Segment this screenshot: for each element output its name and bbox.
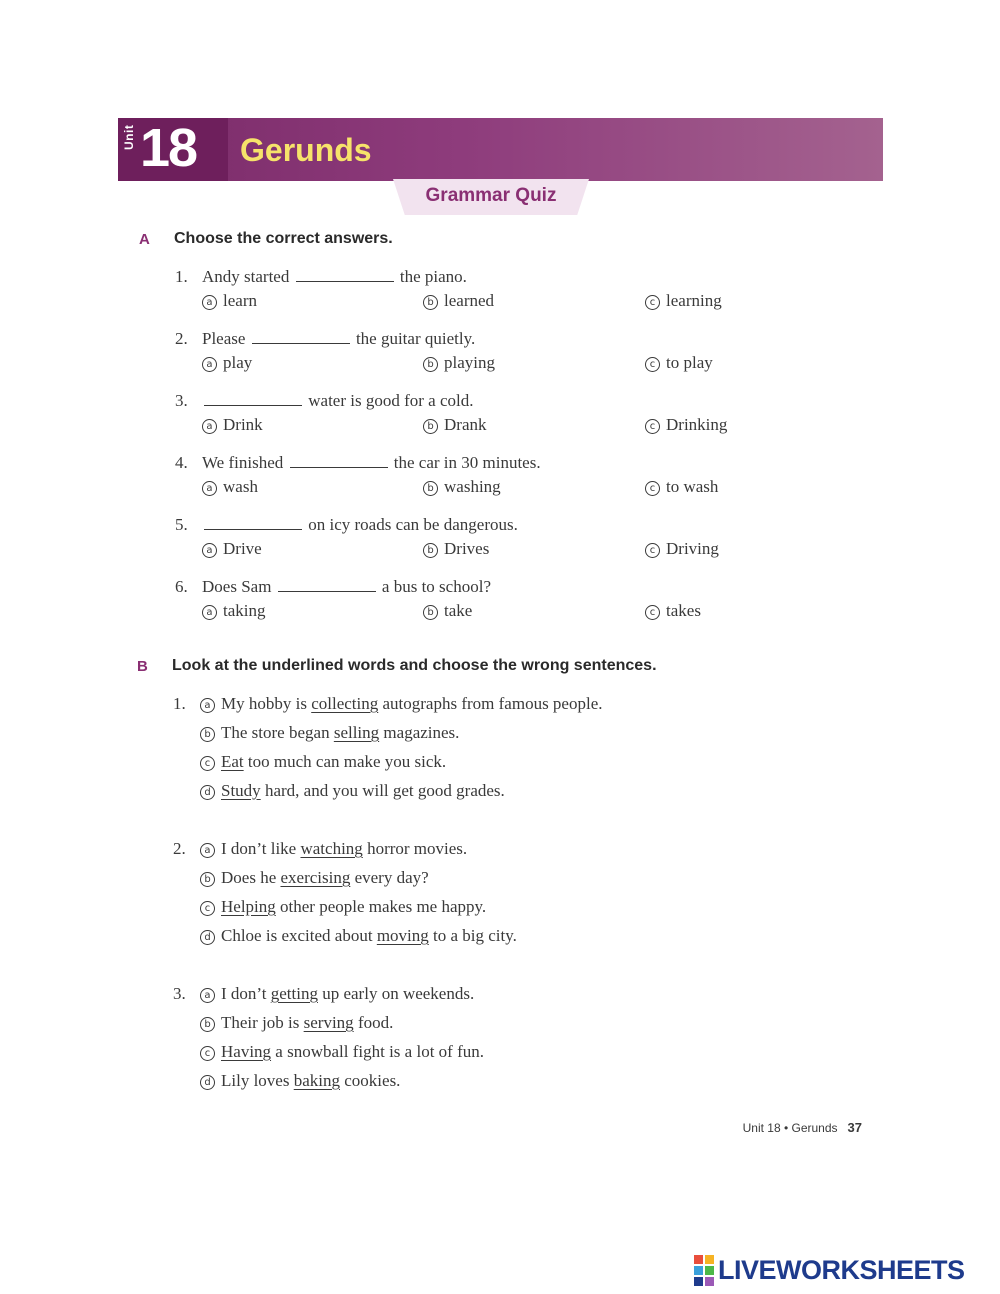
underlined-word: Study <box>221 781 261 800</box>
underlined-word: exercising <box>280 868 351 887</box>
option-letter-circle: d <box>200 785 215 800</box>
option-c[interactable] <box>645 413 727 437</box>
underlined-word: baking <box>293 1071 340 1090</box>
option-text: Drives <box>444 539 490 558</box>
option-letter-circle: a <box>200 843 215 858</box>
option-letter-circle: a <box>202 605 217 620</box>
option-letter-circle: c <box>645 605 660 620</box>
question-number: 6. <box>175 577 188 596</box>
option-text: wash <box>223 477 258 496</box>
option-letter-circle: a <box>202 481 217 496</box>
option-a[interactable] <box>202 351 252 375</box>
question-text-pre: We finished <box>202 453 284 472</box>
option-c[interactable] <box>645 475 718 499</box>
sentence-option-c[interactable] <box>200 1040 484 1064</box>
option-letter-circle: b <box>423 357 438 372</box>
option-text: to wash <box>666 477 719 496</box>
unit-number: 18 <box>140 118 197 178</box>
group-number: 2. <box>173 839 186 858</box>
question-4 <box>175 451 775 475</box>
option-letter-circle: c <box>645 357 660 372</box>
option-letter-circle: b <box>200 872 215 887</box>
unit-banner <box>118 118 883 181</box>
unit-word: Unit <box>122 124 136 150</box>
question-number: 3. <box>175 391 188 410</box>
option-letter-circle: b <box>423 605 438 620</box>
option-letter-circle: b <box>200 727 215 742</box>
section-a-instruction: Choose the correct answers. <box>174 230 393 247</box>
question-number: 1. <box>175 267 188 286</box>
option-c[interactable] <box>645 537 719 561</box>
option-letter-circle: b <box>423 419 438 434</box>
option-letter-circle: a <box>202 419 217 434</box>
page-footer <box>743 1120 862 1135</box>
option-text: takes <box>666 601 701 620</box>
option-text: playing <box>444 353 495 372</box>
sentence-option-a[interactable] <box>200 837 467 861</box>
question-text-pre: Andy started <box>202 267 290 286</box>
sentence-option-b[interactable] <box>200 1011 393 1035</box>
option-b[interactable] <box>423 537 489 561</box>
underlined-word: serving <box>303 1013 354 1032</box>
logo-grid-icon <box>694 1255 714 1286</box>
section-b-letter: B <box>137 658 148 675</box>
option-letter-circle: c <box>200 901 215 916</box>
sentence-option-d[interactable] <box>200 1069 400 1093</box>
answer-blank[interactable] <box>296 265 394 282</box>
sentence-text-post: cookies. <box>340 1071 401 1090</box>
option-text: play <box>223 353 253 372</box>
answer-blank[interactable] <box>290 451 388 468</box>
sentence-text-pre: Does he <box>221 868 281 887</box>
option-letter-circle: a <box>202 295 217 310</box>
option-letter-circle: c <box>200 1046 215 1061</box>
option-text: washing <box>444 477 501 496</box>
option-letter-circle: a <box>200 988 215 1003</box>
underlined-word: moving <box>376 926 429 945</box>
option-a[interactable] <box>202 599 266 623</box>
sentence-option-b[interactable] <box>200 866 429 890</box>
option-b[interactable] <box>423 599 472 623</box>
underlined-word: collecting <box>311 694 379 713</box>
option-letter-circle: d <box>200 930 215 945</box>
option-letter-circle: b <box>423 481 438 496</box>
question-2 <box>175 327 775 351</box>
underlined-word: Eat <box>221 752 244 771</box>
sentence-option-c[interactable] <box>200 750 446 774</box>
sentence-text-pre: I don’t like <box>221 839 301 858</box>
option-b[interactable] <box>423 351 495 375</box>
option-letter-circle: b <box>423 295 438 310</box>
sentence-text-post: a snowball fight is a lot of fun. <box>271 1042 484 1061</box>
question-3 <box>175 389 775 413</box>
question-number: 2. <box>175 329 188 348</box>
sentence-text-pre: I don’t <box>221 984 271 1003</box>
option-text: Drive <box>223 539 262 558</box>
question-text-pre: Does Sam <box>202 577 272 596</box>
question-text-post: the guitar quietly. <box>355 329 476 348</box>
sentence-text-post: food. <box>353 1013 394 1032</box>
underlined-word: Helping <box>221 897 276 916</box>
option-b[interactable] <box>423 289 494 313</box>
sentence-text-pre: My hobby is <box>221 694 312 713</box>
question-5 <box>175 513 775 537</box>
grammar-quiz-label: Grammar Quiz <box>425 185 557 206</box>
section-b-instruction: Look at the underlined words and choose the wrong sentences. <box>172 657 657 674</box>
option-a[interactable] <box>202 537 262 561</box>
option-letter-circle: a <box>202 357 217 372</box>
sentence-text-post: other people makes me happy. <box>275 897 487 916</box>
option-text: learned <box>444 291 495 310</box>
answer-blank[interactable] <box>278 575 376 592</box>
question-1 <box>175 265 775 289</box>
option-letter-circle: c <box>645 543 660 558</box>
page-number: 37 <box>847 1120 862 1135</box>
answer-blank[interactable] <box>204 513 302 530</box>
option-a[interactable] <box>202 475 258 499</box>
option-a[interactable] <box>202 413 263 437</box>
sentence-text-post: hard, and you will get good grades. <box>260 781 505 800</box>
sentence-option-d[interactable] <box>200 924 517 948</box>
sentence-text-post: up early on weekends. <box>317 984 475 1003</box>
answer-blank[interactable] <box>204 389 302 406</box>
underlined-word: getting <box>270 984 318 1003</box>
sentence-option-a[interactable] <box>200 692 603 716</box>
question-text-post: a bus to school? <box>381 577 491 596</box>
question-text-post: water is good for a cold. <box>308 391 474 410</box>
option-c[interactable] <box>645 599 701 623</box>
group-number: 1. <box>173 694 186 713</box>
option-letter-circle: c <box>200 756 215 771</box>
option-letter-circle: c <box>645 419 660 434</box>
option-text: take <box>444 601 473 620</box>
question-text-post: the piano. <box>399 267 467 286</box>
sentence-option-c[interactable] <box>200 895 486 919</box>
sentence-text-post: to a big city. <box>428 926 517 945</box>
underlined-word: selling <box>333 723 380 742</box>
sentence-text-pre: The store began <box>221 723 334 742</box>
page-title: Gerunds <box>240 132 372 168</box>
running-footer: Unit 18 • Gerunds <box>742 1121 838 1135</box>
option-text: learn <box>223 291 257 310</box>
question-text-pre: Please <box>202 329 246 348</box>
liveworksheets-logo[interactable] <box>694 1254 965 1286</box>
underlined-word: watching <box>300 839 363 858</box>
option-text: Drank <box>444 415 487 434</box>
question-text-post: the car in 30 minutes. <box>393 453 541 472</box>
option-letter-circle: c <box>645 295 660 310</box>
section-a-letter: A <box>139 231 150 248</box>
sentence-option-a[interactable] <box>200 982 474 1006</box>
brand-name: LIVEWORKSHEETS <box>718 1254 965 1285</box>
option-text: Driving <box>666 539 719 558</box>
question-text-post: on icy roads can be dangerous. <box>308 515 518 534</box>
sentence-text-pre: Lily loves <box>221 1071 294 1090</box>
option-letter-circle: d <box>200 1075 215 1090</box>
sentence-text-pre: Their job is <box>221 1013 304 1032</box>
option-letter-circle: a <box>200 698 215 713</box>
option-b[interactable] <box>423 475 501 499</box>
sentence-text-post: too much can make you sick. <box>243 752 447 771</box>
option-b[interactable] <box>423 413 486 437</box>
sentence-text-post: every day? <box>350 868 429 887</box>
sentence-text-pre: Chloe is excited about <box>221 926 377 945</box>
option-a[interactable] <box>202 289 257 313</box>
option-letter-circle: a <box>202 543 217 558</box>
option-text: Drink <box>223 415 263 434</box>
group-number: 3. <box>173 984 186 1003</box>
answer-blank[interactable] <box>252 327 350 344</box>
sentence-option-d[interactable] <box>200 779 505 803</box>
question-number: 5. <box>175 515 188 534</box>
option-c[interactable] <box>645 289 722 313</box>
question-number: 4. <box>175 453 188 472</box>
underlined-word: Having <box>221 1042 272 1061</box>
option-letter-circle: b <box>423 543 438 558</box>
option-text: to play <box>666 353 713 372</box>
option-c[interactable] <box>645 351 713 375</box>
sentence-text-post: magazines. <box>379 723 460 742</box>
option-text: taking <box>223 601 266 620</box>
option-letter-circle: c <box>645 481 660 496</box>
sentence-text-post: horror movies. <box>362 839 468 858</box>
sentence-option-b[interactable] <box>200 721 459 745</box>
option-text: Drinking <box>666 415 728 434</box>
option-letter-circle: b <box>200 1017 215 1032</box>
sentence-text-post: autographs from famous people. <box>378 694 603 713</box>
question-6 <box>175 575 775 599</box>
option-text: learning <box>666 291 722 310</box>
